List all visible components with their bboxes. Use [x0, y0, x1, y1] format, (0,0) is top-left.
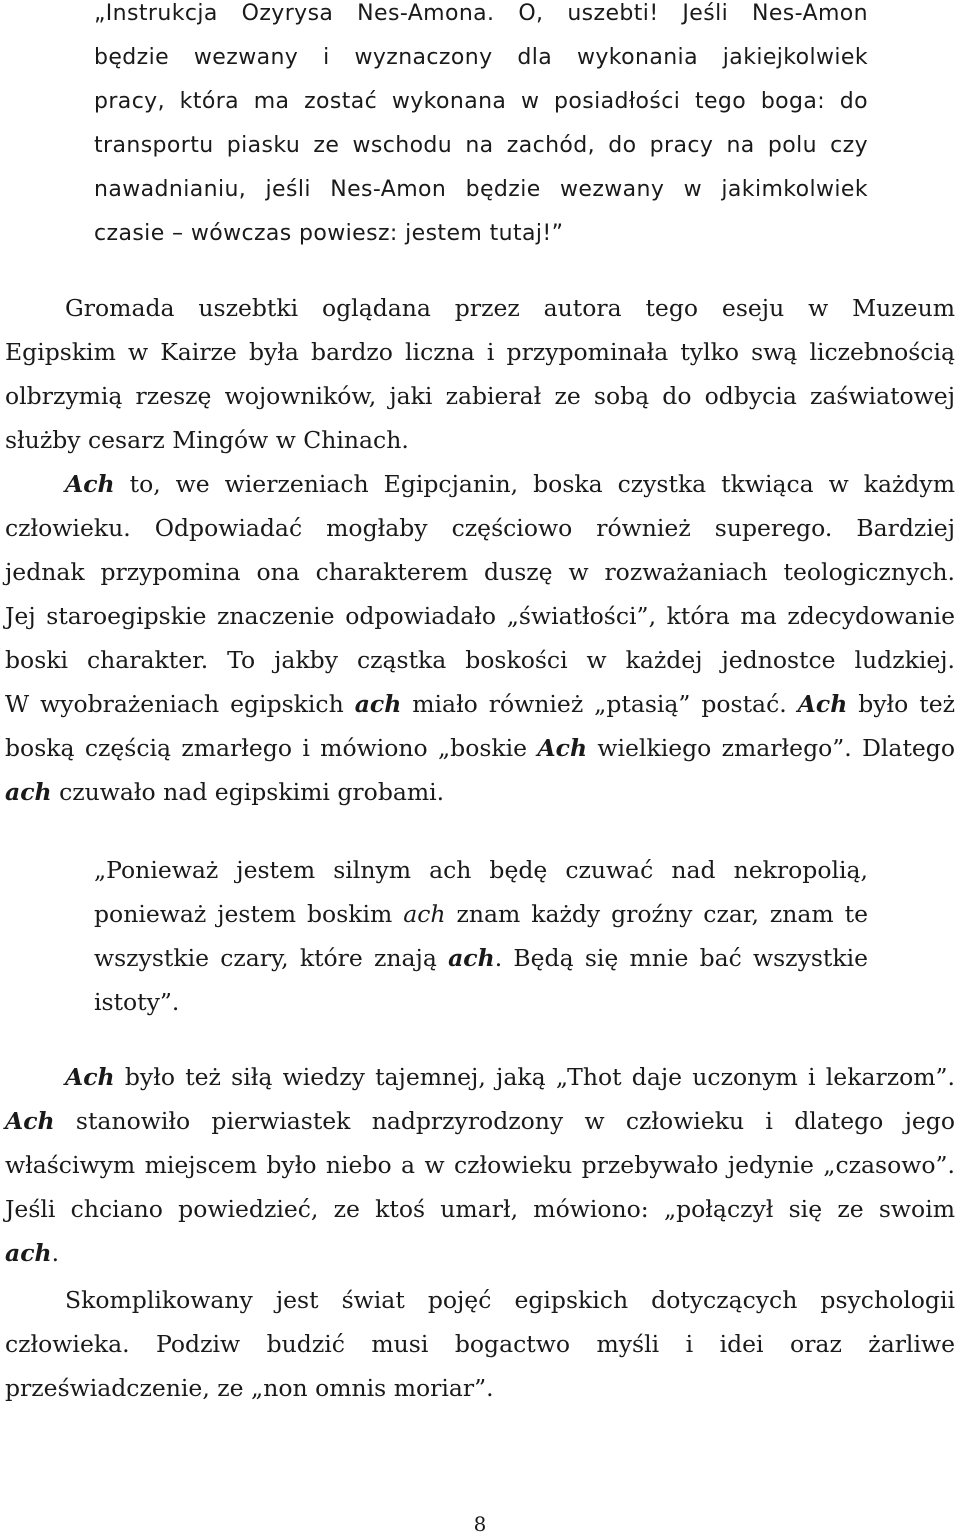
paragraph-line: olbrzymią rzeszę wojowników, jaki zabierał ze sobą do odbycia zaświatowej — [5, 382, 955, 410]
text-span: stanowiło pierwiastek nadprzyrodzony w człowieku i dlatego jego — [54, 1107, 955, 1135]
term-ach: ach — [5, 1239, 52, 1267]
quote-line — [94, 892, 868, 936]
paragraph-line: Skomplikowany jest świat pojęć egipskich dotyczących psychologii — [65, 1286, 955, 1314]
paragraph-line: Gromada uszebtki oglądana przez autora tego eseju w Muzeum — [65, 294, 955, 322]
paragraph-line — [5, 770, 444, 814]
paragraph-line: służby cesarz Mingów w Chinach. — [5, 426, 409, 454]
text-span: miało również „ptasią” postać. — [401, 690, 798, 718]
text-span: to, we wierzeniach Egipcjanin, boska czystka tkwiąca w każdym — [114, 470, 955, 498]
term-ach: Ach — [797, 690, 848, 718]
text-span: było też siłą wiedzy tajemnej, jaką „Thot daje uczonym i lekarzom”. — [114, 1063, 955, 1091]
text-span: . Będą się mnie bać wszystkie — [494, 944, 868, 972]
paragraph-line — [65, 1055, 955, 1099]
page-number: 8 — [473, 1512, 487, 1536]
paragraph-line: człowieku. Odpowiadać mogłaby częściowo również superego. Bardziej — [5, 514, 955, 542]
quote-line: czasie – wówczas powiesz: jestem tutaj!” — [94, 221, 564, 246]
term-ach: ach — [354, 690, 402, 718]
quote-line: nawadnianiu, jeśli Nes-Amon będzie wezwany w jakimkolwiek — [94, 177, 868, 202]
text-span: wielkiego zmarłego”. Dlatego — [587, 734, 955, 762]
term-ach: ach — [5, 778, 52, 806]
term-ach: Ach — [537, 734, 588, 762]
term-ach: ach — [403, 900, 446, 928]
text-span: czuwało nad egipskimi grobami. — [51, 778, 445, 806]
paragraph-line: Jeśli chciano powiedzieć, ze ktoś umarł, mówiono: „połączył się ze swoim — [5, 1195, 955, 1223]
paragraph-line — [5, 1099, 955, 1143]
quote-line: „Ponieważ jestem silnym ach będę czuwać nad nekropolią, — [94, 856, 868, 884]
text-span: wszystkie czary, które znają — [94, 944, 449, 972]
quote-line: „Instrukcja Ozyrysa Nes-Amona. O, uszebti! Jeśli Nes-Amon — [94, 1, 868, 26]
quote-line — [94, 936, 868, 980]
text-span: . — [51, 1239, 60, 1267]
paragraph-line: jednak przypomina ona charakterem duszę w rozważaniach teologicznych. — [5, 558, 955, 586]
paragraph-line — [5, 726, 955, 770]
term-ach: Ach — [65, 470, 115, 498]
text-span: znam każdy groźny czar, znam te — [445, 900, 868, 928]
paragraph-line: Egipskim w Kairze była bardzo liczna i przypominała tylko swą liczebnością — [5, 338, 955, 366]
paragraph-line: człowieka. Podziw budzić musi bogactwo myśli i idei oraz żarliwe — [5, 1330, 955, 1358]
paragraph-line: boski charakter. To jakby cząstka boskości w każdej jednostce ludzkiej. — [5, 646, 955, 674]
term-ach: Ach — [65, 1063, 115, 1091]
paragraph-line — [5, 1231, 59, 1275]
text-span: W wyobrażeniach egipskich — [5, 690, 355, 718]
quote-line: pracy, która ma zostać wykonana w posiadłości tego boga: do — [94, 89, 868, 114]
text-span: ponieważ jestem boskim — [94, 900, 404, 928]
term-ach: Ach — [5, 1107, 55, 1135]
paragraph-line: Jej staroegipskie znaczenie odpowiadało „światłości”, która ma zdecydowanie — [5, 602, 955, 630]
paragraph-line: przeświadczenie, ze „non omnis moriar”. — [5, 1374, 494, 1402]
paragraph-line — [65, 462, 955, 506]
text-span: boską częścią zmarłego i mówiono „boskie — [5, 734, 538, 762]
paragraph-line — [5, 682, 955, 726]
text-span: było też — [847, 690, 955, 718]
quote-line: będzie wezwany i wyznaczony dla wykonania jakiejkolwiek — [94, 45, 868, 70]
paragraph-line: właściwym miejscem było niebo a w człowieku przebywało jedynie „czasowo”. — [5, 1151, 955, 1179]
quote-line: istoty”. — [94, 988, 180, 1016]
term-ach: ach — [448, 944, 495, 972]
quote-line: transportu piasku ze wschodu na zachód, do pracy na polu czy — [94, 133, 868, 158]
